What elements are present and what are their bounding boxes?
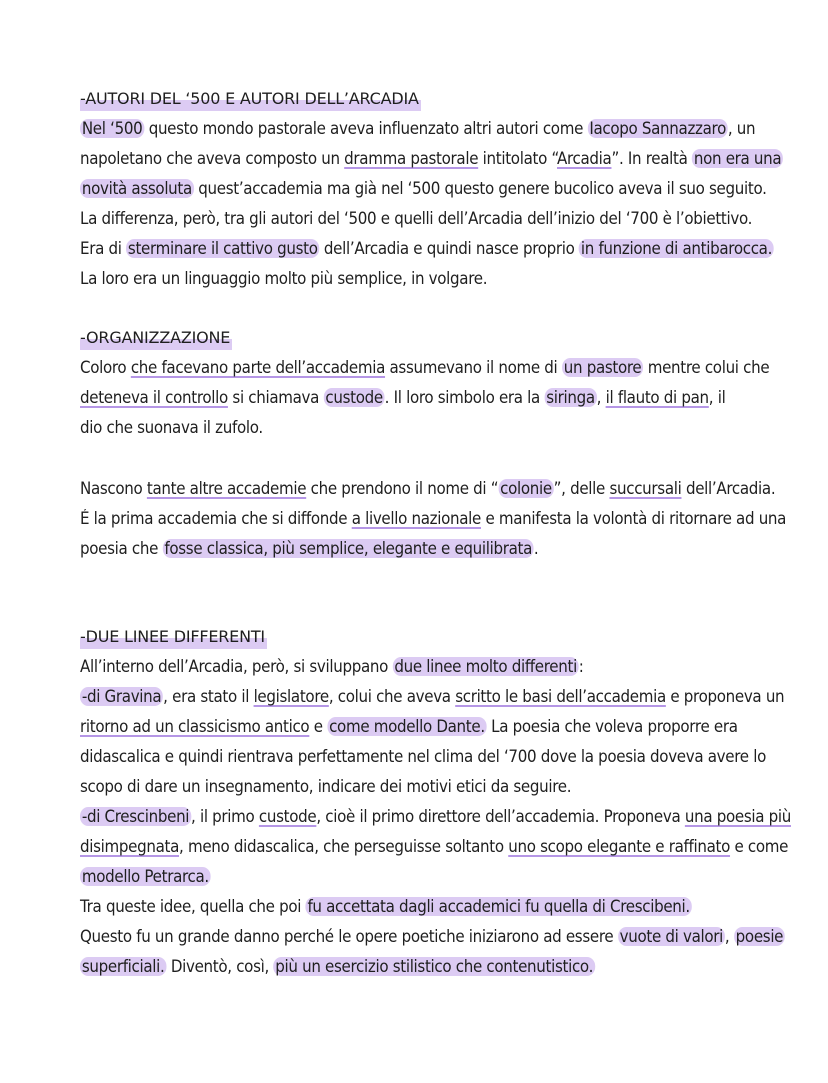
highlighted-text: novità assoluta <box>81 179 192 198</box>
text-run: Era di <box>80 239 127 258</box>
paragraph-line <box>80 477 775 501</box>
highlighted-text: Iacopo Sannazzaro <box>589 119 727 138</box>
text-run: La poesia che voleva proporre era <box>486 717 738 736</box>
highlighted-text: in funzione di antibarocca. <box>580 239 773 258</box>
text-run: , un <box>727 119 756 138</box>
highlighted-text: più un esercizio stilistico che contenutistico. <box>275 957 594 976</box>
paragraph-line <box>80 865 211 889</box>
underlined-text: succursali <box>609 479 682 498</box>
text-run: All’interno dell’Arcadia, però, si sviluppano <box>80 657 393 676</box>
text-run: che prendono il nome di “ <box>306 479 499 498</box>
text-run: Tra queste idee, quella che poi <box>80 897 306 916</box>
underlined-text: uno scopo elegante e raffinato <box>508 837 731 856</box>
underlined-text: deteneva il controllo <box>80 388 228 407</box>
highlighted-text: -di Gravina <box>81 687 162 706</box>
text-run: , colui che aveva <box>328 687 456 706</box>
text-run: La differenza, però, tra gli autori del ‘500 e quelli dell’Arcadia dell’inizio del ‘700 è l’obiettivo. <box>80 209 753 228</box>
underlined-text: Arcadia <box>557 149 612 168</box>
paragraph-line <box>80 955 595 979</box>
text-run: , era stato il <box>163 687 254 706</box>
text-run: dell’Arcadia. <box>681 479 776 498</box>
text-run: e proponeva un <box>665 687 785 706</box>
underlined-text: dramma pastorale <box>344 149 479 168</box>
paragraph-line <box>80 177 767 201</box>
text-run: si chiamava <box>227 388 324 407</box>
text-run: É la prima accademia che si diffonde <box>80 509 352 528</box>
underlined-text: scritto le basi dell’accademia <box>455 687 666 706</box>
text-run: , <box>596 388 606 407</box>
text-run: didascalica e quindi rientrava perfettamente nel clima del ‘700 dove la poesia doveva avere lo <box>80 747 766 766</box>
paragraph-line <box>80 925 785 949</box>
paragraph-line <box>80 117 755 141</box>
text-run: , meno didascalica, che perseguisse soltanto <box>179 837 509 856</box>
paragraph-line <box>80 775 571 799</box>
text-run: dell’Arcadia e quindi nasce proprio <box>319 239 580 258</box>
text-run: Diventò, così, <box>166 957 274 976</box>
highlighted-text: modello Petrarca. <box>81 867 209 886</box>
underlined-text: una poesia più <box>684 807 791 826</box>
text-run: assumevano il nome di <box>385 358 562 377</box>
highlighted-text: come modello Dante. <box>329 717 485 736</box>
highlighted-text: sterminare il cattivo gusto <box>127 239 318 258</box>
section-title-linee: -DUE LINEE DIFFERENTI <box>80 625 267 649</box>
paragraph-line <box>80 207 752 231</box>
paragraph-line <box>80 147 783 171</box>
highlighted-text: fosse classica, più semplice, elegante e equilibrata <box>164 539 533 558</box>
text-run: intitolato “ <box>478 149 558 168</box>
paragraph-line <box>80 537 538 561</box>
text-run: : <box>578 657 584 676</box>
text-run: poesia che <box>80 539 163 558</box>
paragraph-line <box>80 507 786 531</box>
text-run: questo mondo pastorale aveva influenzato altri autori come <box>144 119 588 138</box>
text-run: Nascono <box>80 479 147 498</box>
text-run: , il primo <box>191 807 259 826</box>
paragraph-line <box>80 745 766 769</box>
text-run: mentre colui che <box>643 358 770 377</box>
underlined-text: legislatore <box>253 687 329 706</box>
text-run: e come <box>730 837 789 856</box>
section-title-autori: -AUTORI DEL ‘500 E AUTORI DELL’ARCADIA <box>80 87 421 111</box>
underlined-text: che facevano parte dell’accademia <box>130 358 386 377</box>
paragraph-line <box>80 237 774 261</box>
underlined-text: tante altre accademie <box>146 479 307 498</box>
paragraph-line <box>80 386 725 410</box>
text-run: ”. In realtà <box>611 149 693 168</box>
text-run: La loro era un linguaggio molto più semplice, in volgare. <box>80 269 488 288</box>
highlighted-text: colonie <box>500 479 552 498</box>
text-run: . <box>533 539 539 558</box>
highlighted-text: Nel ‘500 <box>81 119 143 138</box>
highlighted-text: custode <box>325 388 383 407</box>
highlighted-text: fu accettata dagli accademici fu quella di Crescibeni. <box>307 897 690 916</box>
highlighted-text: vuote di valori <box>619 927 724 946</box>
text-run: e <box>309 717 328 736</box>
highlighted-text: un pastore <box>563 358 642 377</box>
paragraph-line <box>80 267 487 291</box>
paragraph-line <box>80 685 784 709</box>
text-run: ”, delle <box>553 479 610 498</box>
text-run: quest’accademia ma già nel ‘500 questo genere bucolico aveva il suo seguito. <box>193 179 767 198</box>
text-run: , cioè il primo direttore dell’accademia. Proponeva <box>316 807 685 826</box>
paragraph-line <box>80 356 769 380</box>
paragraph-line <box>80 715 738 739</box>
text-run: e manifesta la volontà di ritornare ad una <box>480 509 787 528</box>
text-run: dio che suonava il zufolo. <box>80 418 263 437</box>
paragraph-line <box>80 805 791 829</box>
text-run: Questo fu un grande danno perché le opere poetiche iniziarono ad essere <box>80 927 618 946</box>
highlighted-text: non era una <box>693 149 782 168</box>
paragraph-line <box>80 895 692 919</box>
underlined-text: ritorno ad un classicismo antico <box>80 717 310 736</box>
text-run: , il <box>708 388 726 407</box>
text-run: , <box>724 927 734 946</box>
highlighted-text: due linee molto differenti <box>394 657 577 676</box>
underlined-text: custode <box>258 807 317 826</box>
highlighted-text: poesie <box>735 927 784 946</box>
highlighted-text: superficiali. <box>81 957 165 976</box>
text-run: Coloro <box>80 358 131 377</box>
text-run: napoletano che aveva composto un <box>80 149 345 168</box>
underlined-text: disimpegnata <box>80 837 180 856</box>
underlined-text: a livello nazionale <box>351 509 481 528</box>
highlighted-text: siringa <box>546 388 595 407</box>
highlighted-text: -di Crescinbeni <box>81 807 190 826</box>
section-title-organizzazione: -ORGANIZZAZIONE <box>80 326 232 350</box>
paragraph-line <box>80 416 263 440</box>
underlined-text: il flauto di pan <box>605 388 709 407</box>
text-run: . Il loro simbolo era la <box>384 388 545 407</box>
paragraph-line <box>80 655 584 679</box>
text-run: scopo di dare un insegnamento, indicare dei motivi etici da seguire. <box>80 777 572 796</box>
paragraph-line <box>80 835 788 859</box>
